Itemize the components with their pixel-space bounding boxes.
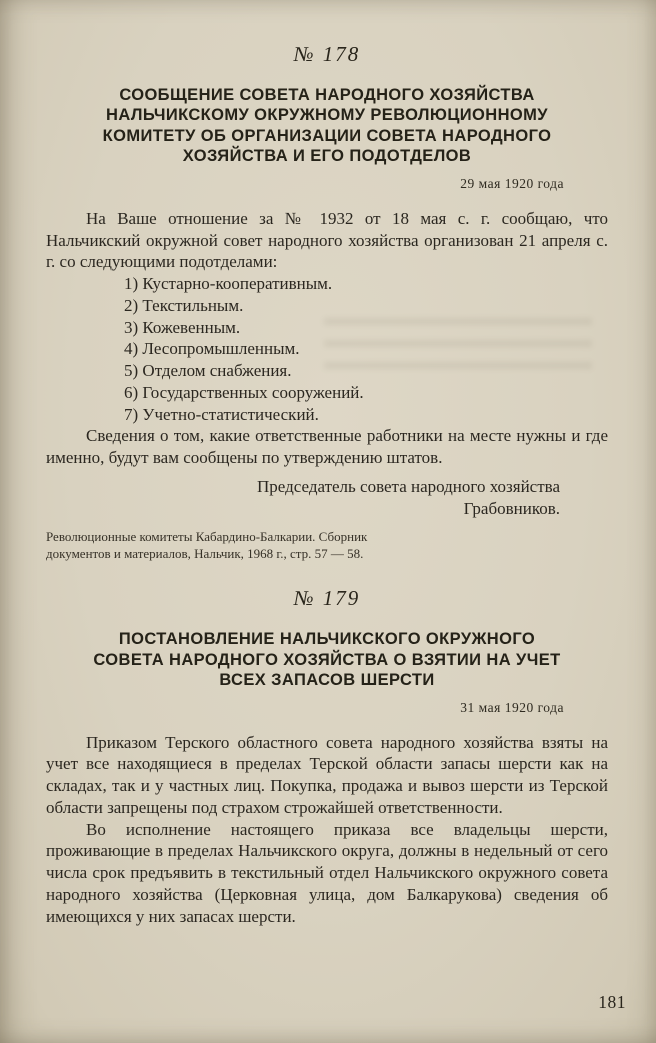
document-title [46,85,608,167]
list-item: 6) Государственных сооружений. [124,382,364,402]
list-item: 1) Кустарно-кооперативным. [124,274,333,294]
subdepartment-list [46,273,608,425]
source-citation [46,528,608,562]
paragraph: Во исполнение настоящего приказа все владельцы шерсти, проживающие в пределах Нальчикского округа, должны в недельный от сего числа срок предъявить в текстильный отдел Нальчикского окружного совета народного хозяйства (Церковная улица, дом Балкарукова) сведения об имеющихся у них запасах шерсти. [46,819,608,926]
signature-name: Грабовников. [463,498,560,518]
paragraph: Приказом Терского областного совета народного хозяйства взяты на учет все находящиеся в пределах Терской области запасы шерсти как на складах, так и у частных лиц. Покупка, продажа и вывоз шерсти из Терской области запрещены под страхом строжайшей ответственности. [46,732,608,817]
title-line: ПОСТАНОВЛЕНИЕ НАЛЬЧИКСКОГО ОКРУЖНОГО [118,630,536,649]
signature-role: Председатель совета народного хозяйства [257,476,560,496]
title-line: СОВЕТА НАРОДНОГО ХОЗЯЙСТВА О ВЗЯТИИ НА УЧЕТ [93,650,561,669]
document-body [46,208,608,469]
source-line: Революционные комитеты Кабардино-Балкарии. Сборник [46,529,368,544]
title-line: НАЛЬЧИКСКОМУ ОКРУЖНОМУ РЕВОЛЮЦИОННОМУ [106,106,548,125]
paragraph-intro: На Ваше отношение за № 1932 от 18 мая с. г. сообщаю, что Нальчикский окружной совет народного хозяйства организован 21 апреля с. г. со следующими подотделами: [46,208,608,272]
document-date: 31 мая 1920 года [460,699,564,715]
list-item: 2) Текстильным. [124,295,244,315]
page-number: 181 [598,992,626,1012]
title-line: СООБЩЕНИЕ СОВЕТА НАРОДНОГО ХОЗЯЙСТВА [119,86,535,104]
title-line: ХОЗЯЙСТВА И ЕГО ПОДОТДЕЛОВ [182,147,472,166]
title-line: ВСЕХ ЗАПАСОВ ШЕРСТИ [219,671,435,690]
list-item: 4) Лесопромышленным. [124,339,300,359]
title-line: КОМИТЕТУ ОБ ОРГАНИЗАЦИИ СОВЕТА НАРОДНОГО [102,126,552,145]
list-item: 5) Отделом снабжения. [124,361,292,381]
list-item: 7) Учетно-статистический. [124,404,319,424]
signature-block [46,476,608,520]
document-body [46,732,608,928]
document-number: № 178 [293,42,361,66]
document-178 [46,42,608,562]
document-date: 29 мая 1920 года [460,175,564,191]
paragraph-closing: Сведения о том, какие ответственные работники на месте нужны и где именно, будут вам сообщены по утверждению штатов. [46,426,608,468]
document-title [46,629,608,690]
document-number: № 179 [293,586,361,611]
document-179 [46,586,608,927]
documents-divider-gap [46,562,608,586]
source-line: документов и материалов, Нальчик, 1968 г., стр. 57 — 58. [46,546,364,562]
list-item: 3) Кожевенным. [124,317,241,337]
